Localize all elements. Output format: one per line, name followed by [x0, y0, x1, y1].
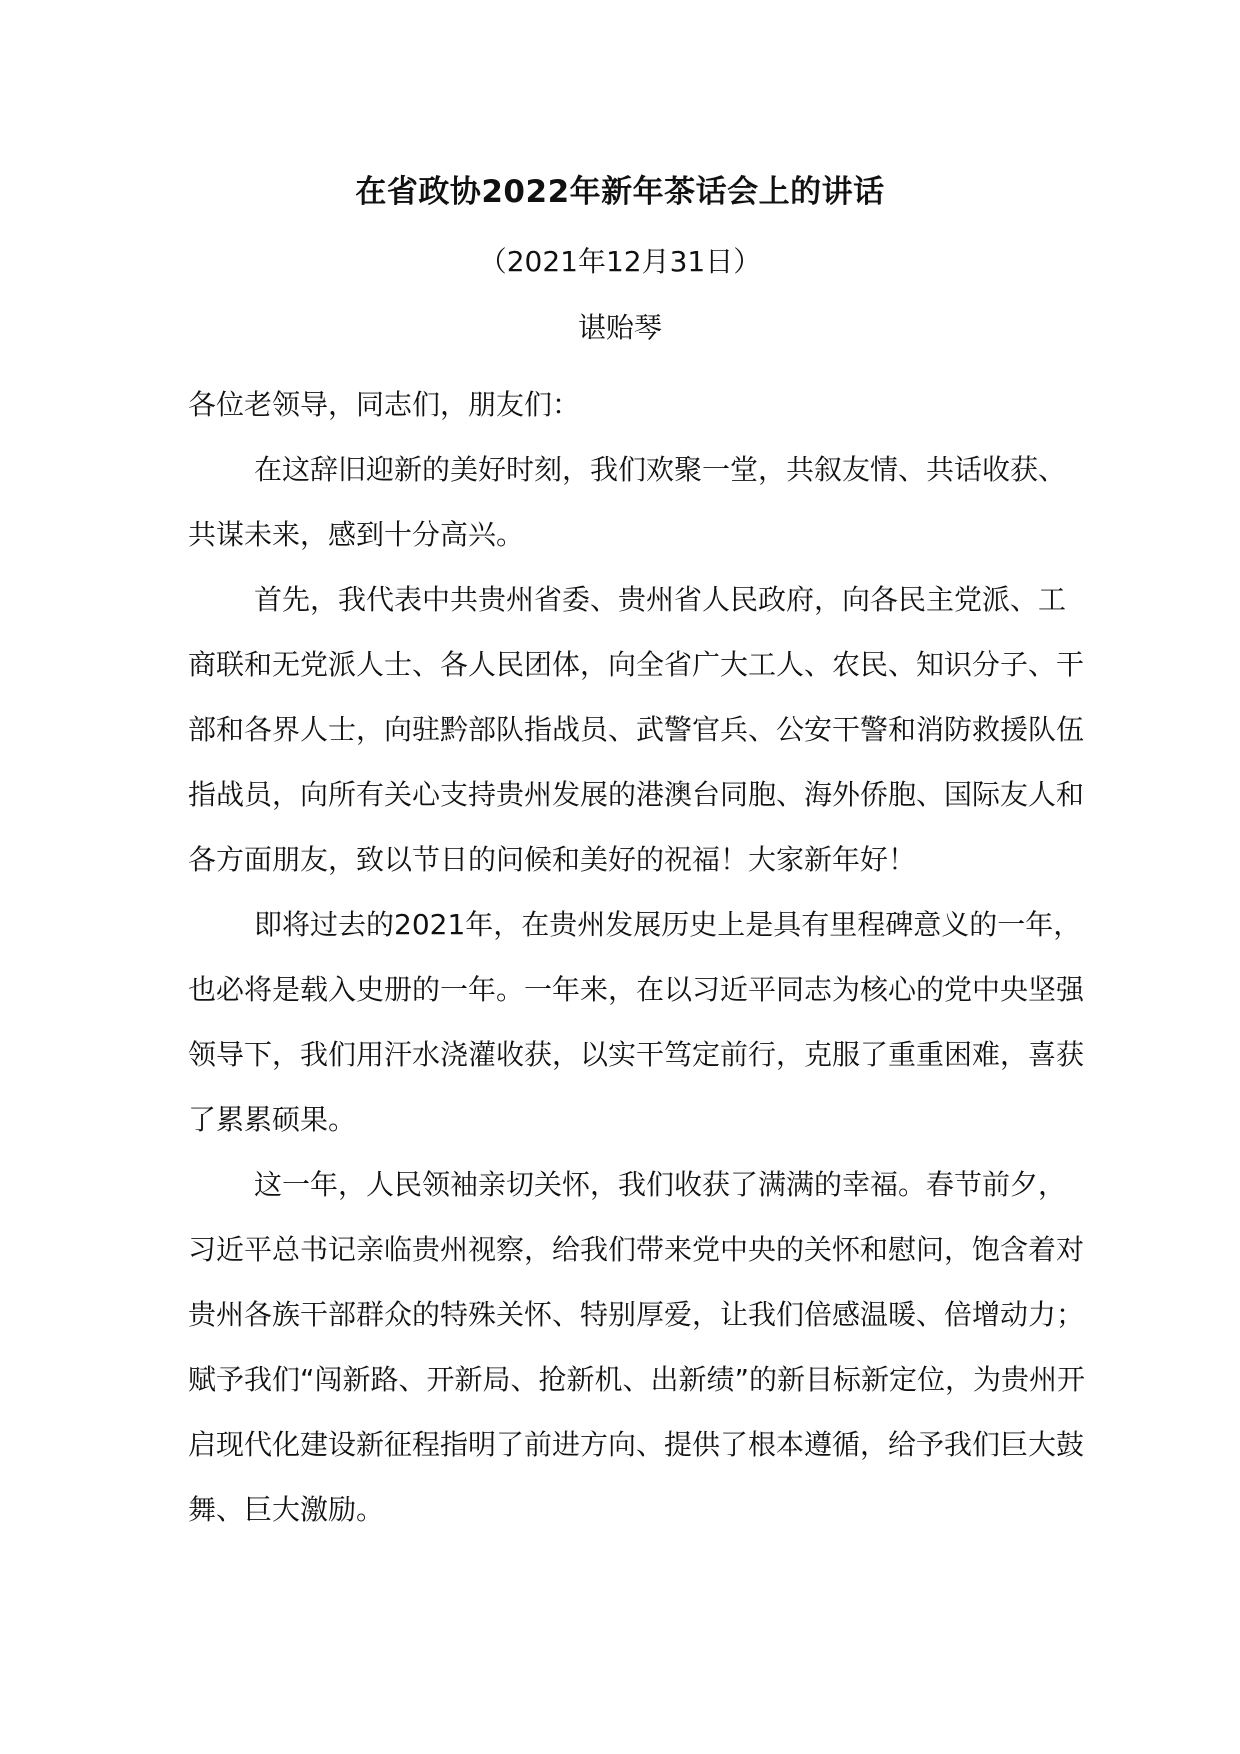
document-body [188, 372, 1088, 1542]
paragraph-4: 这一年，人民领袖亲切关怀，我们收获了满满的幸福。春节前夕，习近平总书记亲临贵州视察，给我们带来党中央的关怀和慰问，饱含着对贵州各族干部群众的特殊关怀、特别厚爱，让我们倍感温暖、倍增动力；赋予我们“闯新路、开新局、抢新机、出新绩”的新目标新定位，为贵州开启现代化建设新征程指明了前进方向、提供了根本遵循，给予我们巨大鼓舞、巨大激励。 [188, 1168, 1086, 1526]
document-title: 在省政协2022年新年茶话会上的讲话 [355, 174, 885, 210]
paragraph-1: 在这辞旧迎新的美好时刻，我们欢聚一堂，共叙友情、共话收获、共谋未来，感到十分高兴。 [188, 453, 1067, 551]
document-date: （2021年12月31日） [478, 245, 762, 278]
document-author: 谌贻琴 [577, 311, 662, 344]
salutation: 各位老领导，同志们，朋友们： [188, 388, 581, 421]
paragraph-3: 即将过去的2021年，在贵州发展历史上是具有里程碑意义的一年，也必将是载入史册的一年。一年来，在以习近平同志为核心的党中央坚强领导下，我们用汗水浇灌收获，以实干笃定前行，克服了重重困难，喜获了累累硕果。 [188, 908, 1085, 1136]
paragraph-2: 首先，我代表中共贵州省委、贵州省人民政府，向各民主党派、工商联和无党派人士、各人民团体，向全省广大工人、农民、知识分子、干部和各界人士，向驻黔部队指战员、武警官兵、公安干警和消防救援队伍指战员，向所有关心支持贵州发展的港澳台同胞、海外侨胞、国际友人和各方面朋友，致以节日的问候和美好的祝福！大家新年好！ [188, 583, 1085, 876]
